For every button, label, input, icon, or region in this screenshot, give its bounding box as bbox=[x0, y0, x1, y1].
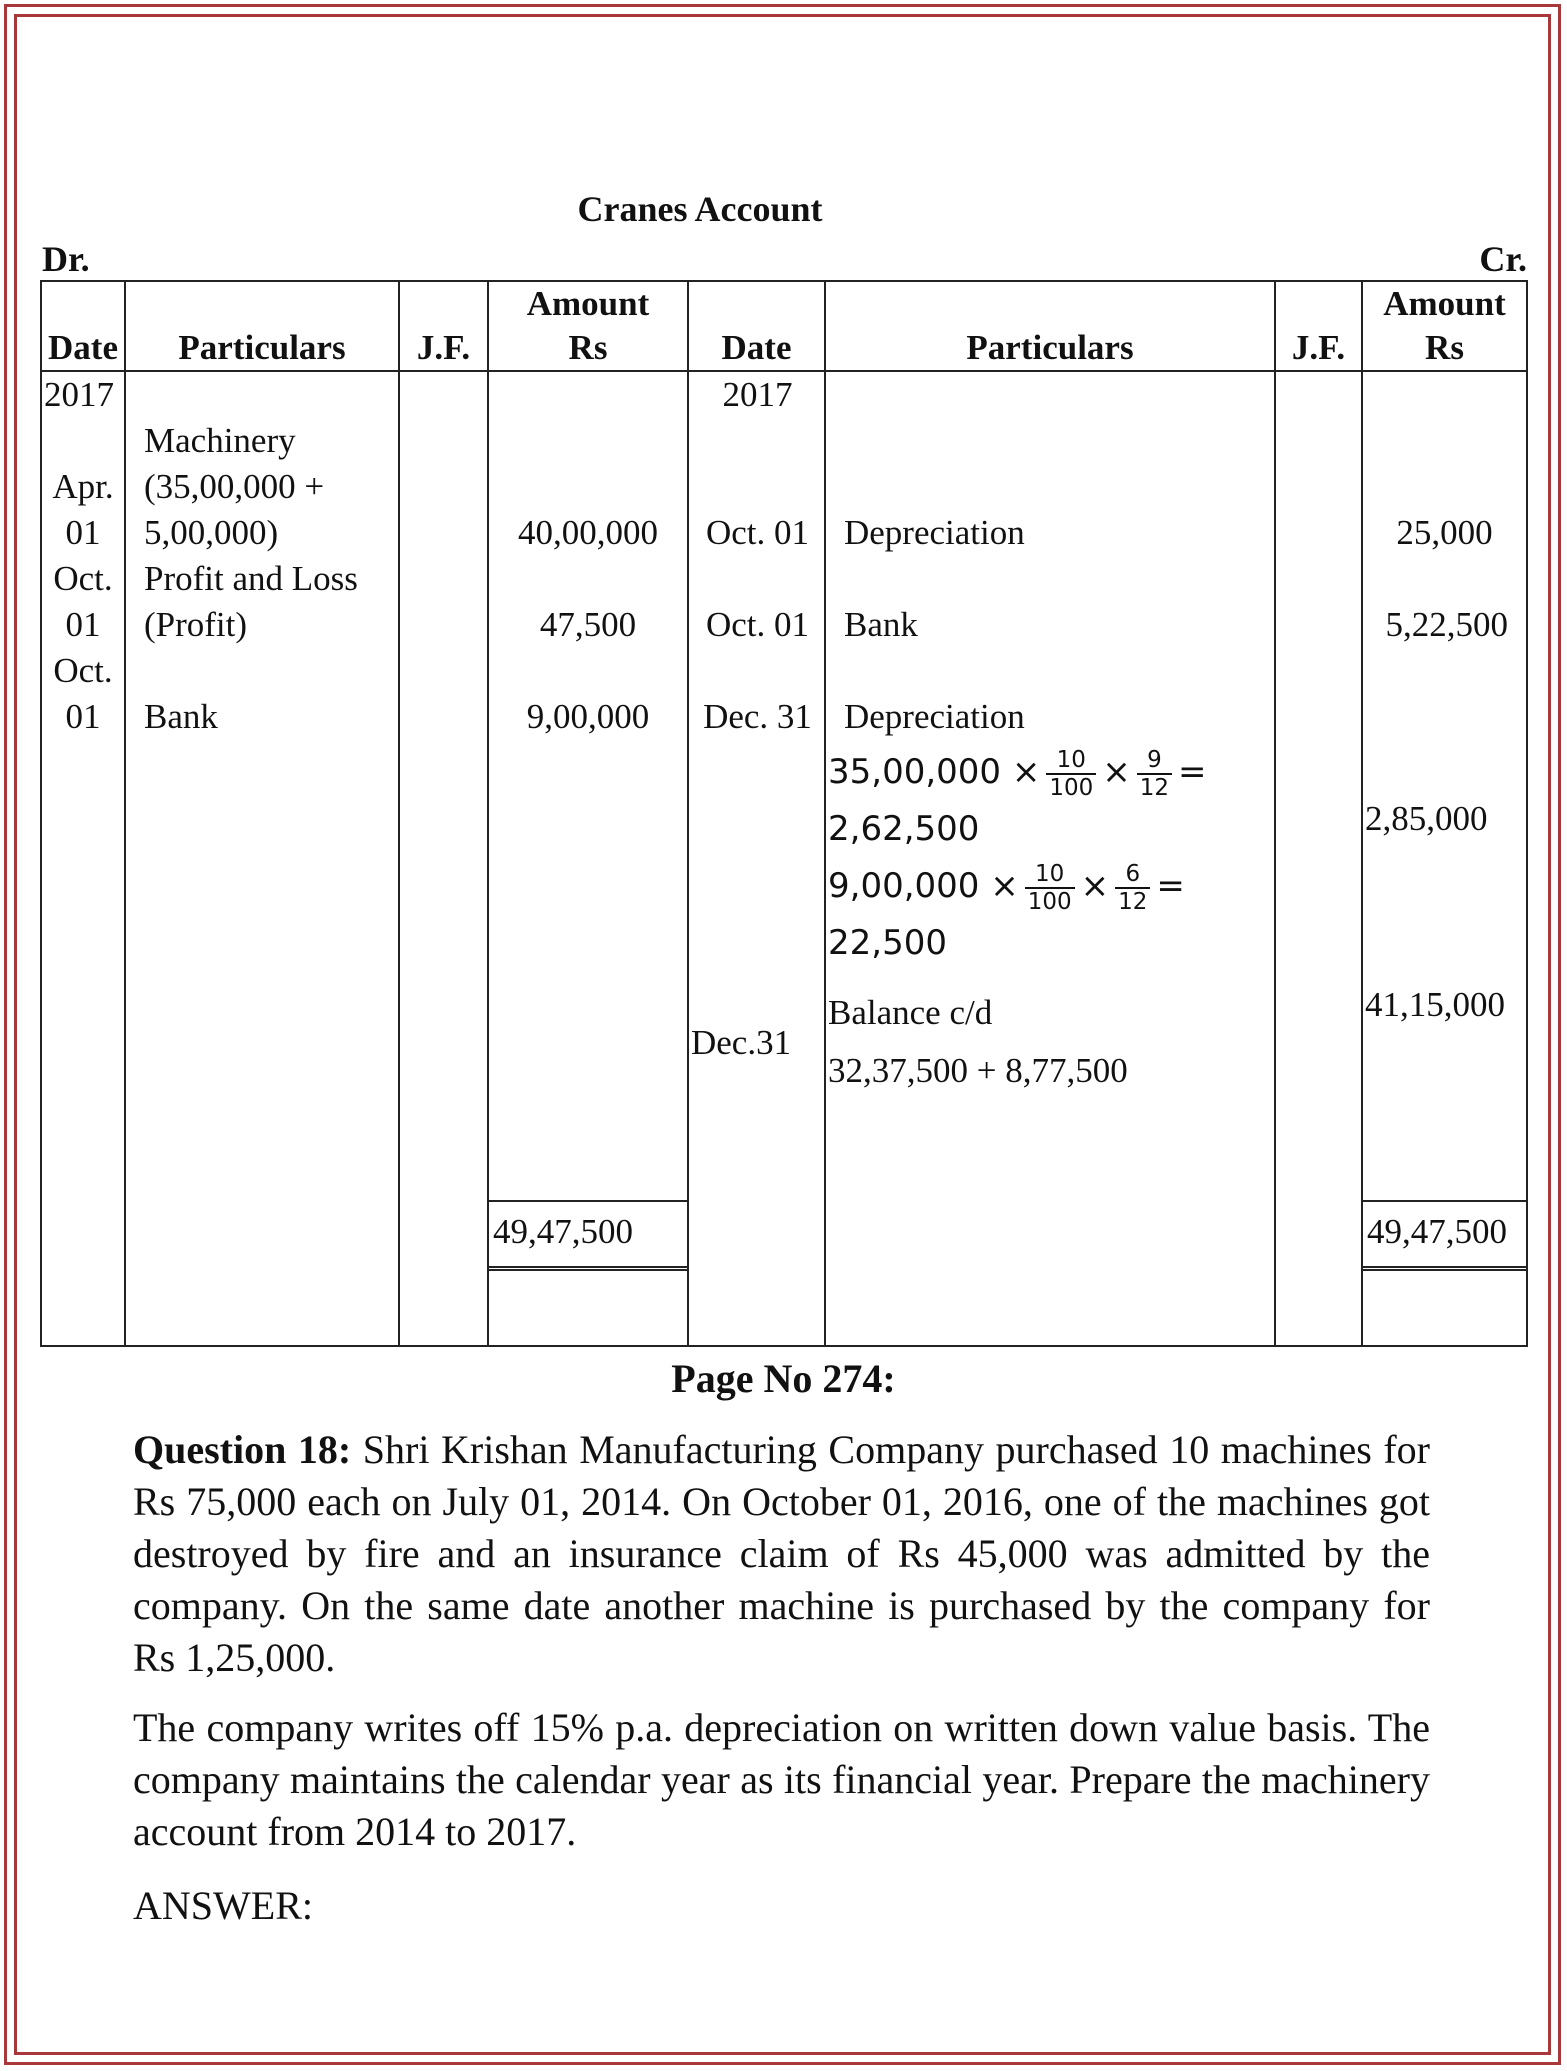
dr-entry-date: Apr. bbox=[52, 467, 114, 506]
dr-amount: 9,00,000 bbox=[526, 697, 650, 736]
depreciation-calc-1: 35,00,000 × $\frac{10}{100}$ × $\frac{9}{12}$ = bbox=[828, 746, 1207, 801]
depreciation-result-1: 2,62,500 bbox=[828, 809, 980, 849]
cr-date-cell bbox=[688, 371, 825, 1346]
dr-entry-date: Oct. bbox=[53, 651, 113, 690]
dr-amount-cell bbox=[488, 371, 688, 1346]
question-paragraph bbox=[133, 1424, 1430, 1684]
dr-entry-date: 01 bbox=[65, 605, 101, 644]
dr-year: 2017 bbox=[44, 375, 114, 414]
dr-particulars-cell bbox=[125, 371, 399, 1346]
cr-entry-date: Oct. 01 bbox=[705, 513, 810, 552]
cr-total: 49,47,500 bbox=[1363, 1200, 1526, 1271]
cr-particular: Depreciation bbox=[844, 697, 1025, 736]
cr-particular: Balance c/d bbox=[828, 993, 993, 1032]
dr-total: 49,47,500 bbox=[489, 1200, 687, 1271]
dr-jf-header: J.F. bbox=[399, 281, 488, 371]
question-label: Question 18: bbox=[133, 1427, 352, 1472]
depreciation-calc-2: 9,00,000 × $\frac{10}{100}$ × $\frac{6}{12}$ = bbox=[828, 860, 1185, 915]
dr-particular-line: (Profit) bbox=[144, 605, 248, 644]
dr-entry-date: 01 bbox=[65, 513, 101, 552]
cr-label: Cr. bbox=[1479, 239, 1527, 279]
cr-amount: 41,15,000 bbox=[1365, 985, 1505, 1024]
dr-particular-line: Bank bbox=[144, 697, 218, 736]
ledger-header-row bbox=[41, 281, 1527, 371]
cr-particulars-cell bbox=[825, 371, 1275, 1346]
dr-amount: 47,500 bbox=[539, 605, 637, 644]
dr-amount: 40,00,000 bbox=[518, 513, 658, 552]
cr-particulars-header: Particulars bbox=[825, 281, 1275, 371]
dr-date-header: Date bbox=[41, 281, 125, 371]
cr-amount: 2,85,000 bbox=[1365, 799, 1488, 838]
dr-date-cell bbox=[41, 371, 125, 1346]
cr-jf-cell bbox=[1275, 371, 1362, 1346]
answer-label: ANSWER: bbox=[133, 1883, 313, 1928]
cr-amount: 25,000 bbox=[1396, 513, 1493, 552]
dr-label: Dr. bbox=[42, 239, 90, 279]
cr-entry-date: Dec. 31 bbox=[703, 697, 812, 736]
ledger-table bbox=[40, 280, 1528, 1347]
dr-jf-cell bbox=[399, 371, 488, 1346]
cr-amount-cell bbox=[1362, 371, 1527, 1346]
balance-detail: 32,37,500 + 8,77,500 bbox=[828, 1051, 1128, 1090]
page-number: Page No 274: bbox=[671, 1356, 896, 1401]
cr-particular: Depreciation bbox=[844, 513, 1025, 552]
cr-particular: Bank bbox=[844, 605, 918, 644]
cr-amount-header: Amount Rs bbox=[1362, 281, 1527, 371]
ledger-body-row bbox=[41, 371, 1527, 1346]
depreciation-result-2: 22,500 bbox=[828, 923, 947, 963]
account-title: Cranes Account bbox=[577, 189, 823, 229]
cr-entry-date: Dec.31 bbox=[691, 1023, 792, 1062]
dr-particulars-header: Particulars bbox=[125, 281, 399, 371]
dr-amount-header: Amount Rs bbox=[488, 281, 688, 371]
dr-particular-line: Machinery bbox=[144, 421, 296, 460]
dr-entry-date: Oct. bbox=[53, 559, 113, 598]
dr-particular-line: 5,00,000) bbox=[144, 513, 279, 552]
cr-date-header: Date bbox=[688, 281, 825, 371]
cr-jf-header: J.F. bbox=[1275, 281, 1362, 371]
cr-year: 2017 bbox=[722, 375, 793, 414]
cr-entry-date: Oct. 01 bbox=[705, 605, 810, 644]
question-text: Shri Krishan Manufacturing Company purchased 10 machines for Rs 75,000 each on July 01, 2014. On October 01, 2016, one of the machines got destroyed by fire and an insurance claim of Rs 45,000 was admitted by the company. On the same date another machine is purchased by the company for Rs 1,25,000. bbox=[133, 1427, 1431, 1680]
cr-amount: 5,22,500 bbox=[1385, 605, 1508, 644]
dr-particular-line: (35,00,000 + bbox=[144, 467, 325, 506]
dr-particular-line: Profit and Loss bbox=[144, 559, 358, 598]
dr-entry-date: 01 bbox=[65, 697, 101, 736]
question-paragraph-2: The company writes off 15% p.a. depreciation on written down value basis. The company maintains the calendar year as its financial year. Prepare the machinery account from 2014 to 2017. bbox=[133, 1705, 1430, 1854]
